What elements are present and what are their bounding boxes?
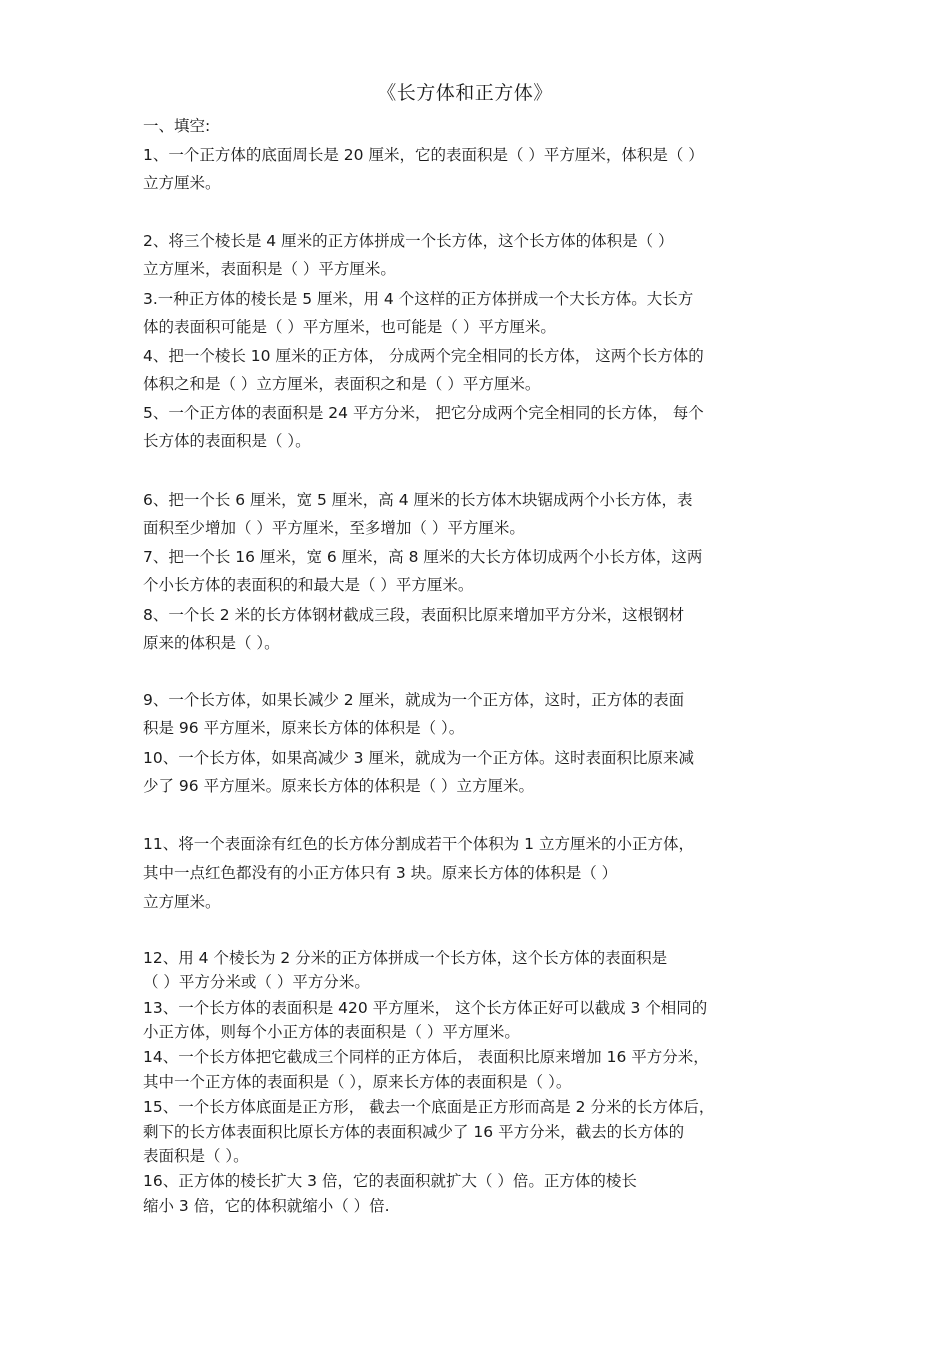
section-heading: 一、填空:: [143, 117, 211, 135]
question-12-line-2: （ ）平方分米或（ ）平方分米。: [143, 973, 370, 991]
question-1-line-2: 立方厘米。: [143, 174, 221, 192]
question-16-line-1: 16、正方体的棱长扩大 3 倍，它的表面积就扩大（ ）倍。正方体的棱长: [143, 1172, 637, 1190]
question-15-line-1: 15、一个长方体底面是正方形， 截去一个底面是正方形而高是 2 分米的长方体后，: [143, 1098, 715, 1116]
question-3-line-1: 3.一种正方体的棱长是 5 厘米，用 4 个这样的正方体拼成一个大长方体。大长方: [143, 290, 694, 308]
question-8-line-2: 原来的体积是（ ）。: [143, 634, 280, 652]
question-2-line-1: 2、将三个棱长是 4 厘米的正方体拼成一个长方体，这个长方体的体积是（ ）: [143, 232, 674, 250]
question-6-line-1: 6、把一个长 6 厘米，宽 5 厘米，高 4 厘米的长方体木块锯成两个小长方体，表: [143, 491, 693, 509]
question-10-line-2: 少了 96 平方厘米。原来长方体的体积是（ ）立方厘米。: [143, 777, 535, 795]
question-15-line-3: 表面积是（ ）。: [143, 1147, 249, 1165]
question-1-line-1: 1、一个正方体的底面周长是 20 厘米，它的表面积是（ ）平方厘米，体积是（ ）: [143, 146, 704, 164]
question-8-line-1: 8、一个长 2 米的长方体钢材截成三段，表面积比原来增加平方分米，这根钢材: [143, 606, 685, 624]
page-title: 《长方体和正方体》: [377, 82, 553, 104]
question-16-line-2: 缩小 3 倍，它的体积就缩小（ ）倍.: [143, 1197, 390, 1215]
question-11-line-2: 其中一点红色都没有的小正方体只有 3 块。原来长方体的体积是（ ）: [143, 864, 618, 882]
question-4-line-2: 体积之和是（ ）立方厘米，表面积之和是（ ）平方厘米。: [143, 375, 541, 393]
question-10-line-1: 10、一个长方体，如果高减少 3 厘米，就成为一个正方体。这时表面积比原来减: [143, 749, 694, 767]
question-6-line-2: 面积至少增加（ ）平方厘米，至多增加（ ）平方厘米。: [143, 519, 525, 537]
question-9-line-2: 积是 96 平方厘米，原来长方体的体积是（ ）。: [143, 719, 465, 737]
question-9-line-1: 9、一个长方体，如果长减少 2 厘米，就成为一个正方体，这时，正方体的表面: [143, 691, 685, 709]
question-7-line-1: 7、把一个长 16 厘米，宽 6 厘米，高 8 厘米的大长方体切成两个小长方体，这两: [143, 548, 703, 566]
question-3-line-2: 体的表面积可能是（ ）平方厘米，也可能是（ ）平方厘米。: [143, 318, 556, 336]
question-5-line-1: 5、一个正方体的表面积是 24 平方分米， 把它分成两个完全相同的长方体， 每个: [143, 404, 704, 422]
question-11-line-3: 立方厘米。: [143, 893, 221, 911]
question-14-line-2: 其中一个正方体的表面积是（ ），原来长方体的表面积是（ ）。: [143, 1073, 572, 1091]
question-2-line-2: 立方厘米，表面积是（ ）平方厘米。: [143, 260, 396, 278]
question-7-line-2: 个小长方体的表面积的和最大是（ ）平方厘米。: [143, 576, 474, 594]
question-13-line-1: 13、一个长方体的表面积是 420 平方厘米， 这个长方体正好可以截成 3 个相同的: [143, 999, 708, 1017]
question-5-line-2: 长方体的表面积是（ ）。: [143, 432, 311, 450]
question-14-line-1: 14、一个长方体把它截成三个同样的正方体后， 表面积比原来增加 16 平方分米，: [143, 1048, 709, 1066]
question-11-line-1: 11、将一个表面涂有红色的长方体分割成若干个体积为 1 立方厘米的小正方体，: [143, 835, 694, 853]
question-15-line-2: 剩下的长方体表面积比原长方体的表面积减少了 16 平方分米，截去的长方体的: [143, 1123, 685, 1141]
question-4-line-1: 4、把一个棱长 10 厘米的正方体， 分成两个完全相同的长方体， 这两个长方体的: [143, 347, 704, 365]
question-12-line-1: 12、用 4 个棱长为 2 分米的正方体拼成一个长方体，这个长方体的表面积是: [143, 949, 668, 967]
question-13-line-2: 小正方体，则每个小正方体的表面积是（ ）平方厘米。: [143, 1023, 520, 1041]
